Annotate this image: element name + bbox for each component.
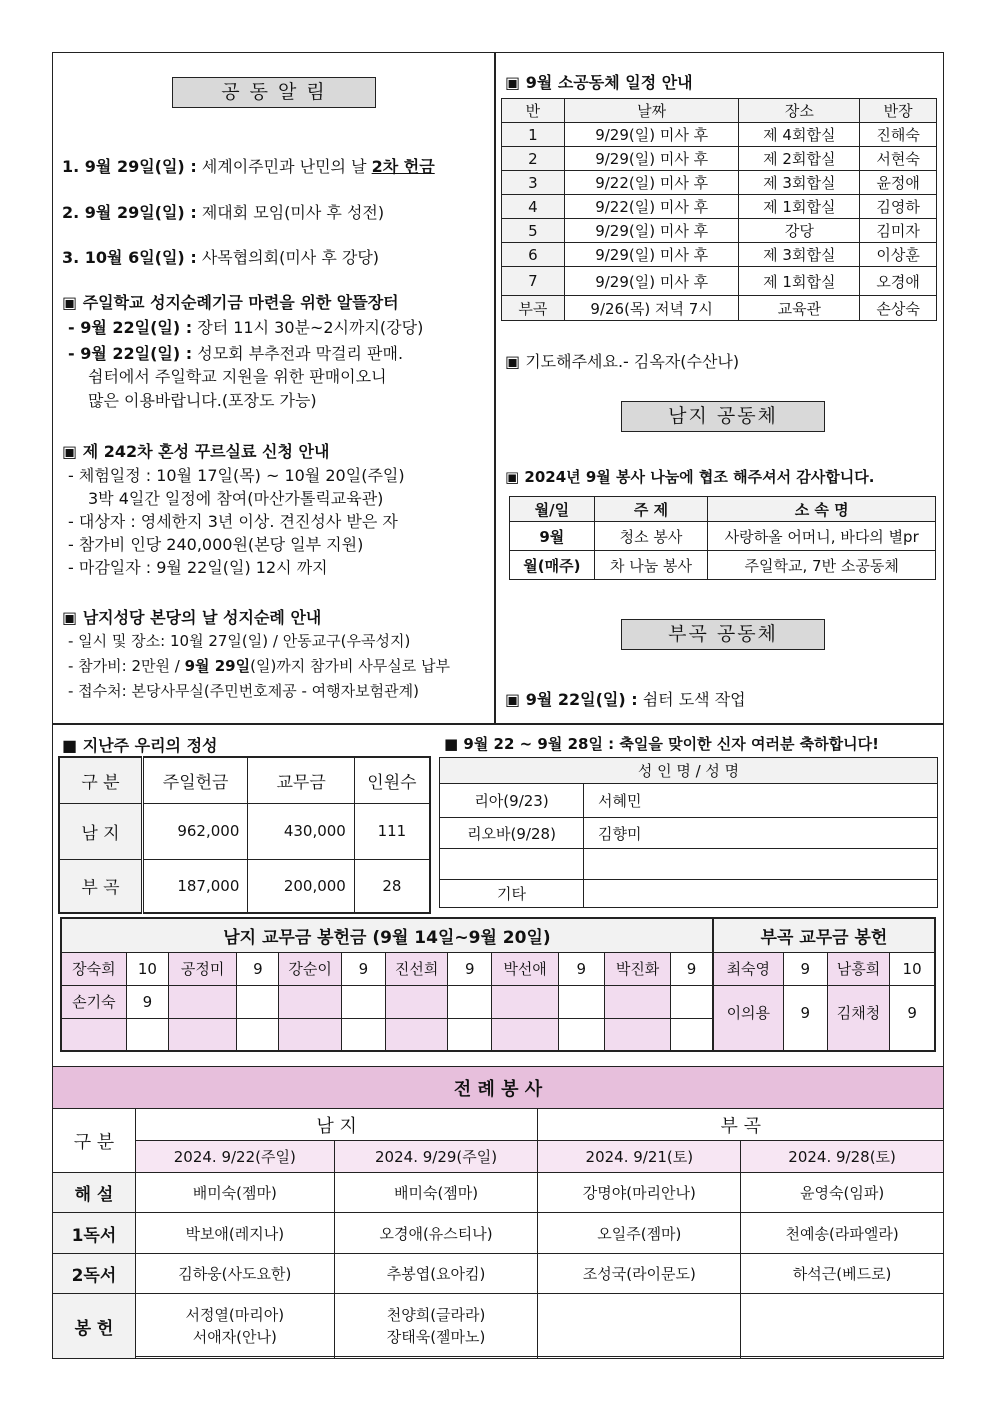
schedule-row: 3 9/22(일) 미사 후 제 3회합실 윤정애 (502, 171, 937, 195)
market-line-2: - 9월 22일(일) : 성모회 부추전과 막걸리 판매. (68, 344, 404, 363)
market-line-3: 쉼터에서 주일학교 지원을 위한 판매이오니 (88, 367, 387, 386)
cursillo-heading: ▣ 제 242차 혼성 꾸르실료 신청 안내 (62, 442, 330, 461)
liturgy-row: 2독서 김하웅(사도요한) 추봉엽(요아킴) 조성국(라이문도) 하석근(베드로) (53, 1254, 944, 1294)
schedule-header: 반 (502, 99, 565, 123)
pilgrim-line-1: - 일시 및 장소: 10월 27일(일) / 안동교구(우곡성지) (68, 632, 411, 650)
feast-row: 리아(9/23) 서혜민 (440, 784, 938, 818)
pilgrim-line-3: - 접수처: 본당사무실(주민번호제공 - 여행자보험관계) (68, 682, 419, 700)
dues-row: 장숙희 10 공정미 9 강순이 9 진선희 9 박선애 9 박진화 9 최숙영 9 남흥희 10 (61, 952, 935, 985)
bugok-item: ▣ 9월 22일(일) : 쉼터 도색 작업 (505, 690, 746, 709)
schedule-table (501, 98, 937, 321)
service-row: 9월 청소 봉사 사랑하올 어머니, 바다의 별pr (510, 522, 936, 551)
notice-item-1: 1. 9월 29일(일) : 세계이주민과 난민의 날 2차 헌금 (62, 157, 435, 176)
cursillo-line-4: - 참가비 인당 240,000원(본당 일부 지원) (68, 535, 364, 554)
offering-row: 남 지 962,000 430,000 111 (59, 803, 430, 859)
liturgy-table: 전 례 봉 사 구 분 남 지 부 곡 2024. 9/22(주일) 2024. 9/29(주일) 2024. 9/21(토) 2024. 9/28(토) 해 설 배미숙(젬마) 배미숙(젬마) 강명야(마리안나) 윤영숙(임파) 1독서 박보애(레지나) 오경애(유스티나) 오일주(젬마) 천예송(라파엘라) 2독서 김하웅(사도요한) 추봉엽(요아킴) 조성국(라이문도) 하석근(베드로) 봉 헌 서정열(마리아) 서애자(안나) 천양희(글라라) 장태욱(젤마노) (52, 1066, 944, 1359)
notice-item-3: 3. 10월 6일(일) : 사목협의회(미사 후 강당) (62, 248, 380, 267)
feast-row (440, 849, 938, 880)
feast-table: 성 인 명 / 성 명 리아(9/23) 서혜민 리오바(9/28) 김향미 기타 (439, 757, 938, 908)
market-line-4: 많은 이용바랍니다.(포장도 가능) (88, 391, 317, 410)
pilgrim-heading: ▣ 남지성당 본당의 날 성지순례 안내 (62, 608, 322, 627)
namji-community-title: 남지 공동체 (621, 401, 825, 432)
column-divider (494, 52, 496, 724)
schedule-title: ▣ 9월 소공동체 일정 안내 (505, 73, 693, 92)
schedule-row: 5 9/29(일) 미사 후 강당 김미자 (502, 219, 937, 243)
thanks-heading: ▣ 2024년 9월 봉사 나눔에 협조 해주셔서 감사합니다. (505, 468, 875, 486)
namji-dues-title: 남지 교무금 봉헌금 (9월 14일~9월 20일) (61, 918, 713, 952)
schedule-header: 장소 (739, 99, 860, 123)
schedule-header: 날짜 (564, 99, 739, 123)
schedule-row: 1 9/29(일) 미사 후 제 4회합실 진해숙 (502, 123, 937, 147)
dues-row: 손기숙 9 이의용 9 김채청 9 (61, 985, 935, 1018)
liturgy-row: 해 설 배미숙(젬마) 배미숙(젬마) 강명야(마리안나) 윤영숙(임파) (53, 1173, 944, 1213)
bugok-community-title: 부곡 공동체 (621, 619, 825, 650)
feast-row: 리오바(9/28) 김향미 (440, 818, 938, 849)
schedule-header: 반장 (860, 99, 937, 123)
liturgy-title: 전 례 봉 사 (53, 1067, 944, 1109)
cursillo-line-5: - 마감일자 : 9월 22일(일) 12시 까지 (68, 558, 328, 577)
cursillo-line-3: - 대상자 : 영세한지 3년 이상. 견진성사 받은 자 (68, 512, 398, 531)
service-table: 월/일 주 제 소 속 명 9월 청소 봉사 사랑하올 어머니, 바다의 별pr 월(매주) 차 나눔 봉사 주일학교, 7반 소공동체 (509, 496, 936, 580)
offering-title: ■ 지난주 우리의 정성 (62, 736, 218, 755)
notice-item-2: 2. 9월 29일(일) : 제대회 모임(미사 후 성전) (62, 203, 385, 222)
cursillo-line-1: - 체험일정 : 10월 17일(목) ~ 10월 20일(주일) (68, 466, 405, 485)
feast-title: ■ 9월 22 ~ 9월 28일 : 축일을 맞이한 신자 여러분 축하합니다! (444, 735, 879, 753)
dues-table (60, 917, 936, 1052)
feast-row: 기타 (440, 880, 938, 908)
section-divider (52, 723, 944, 725)
liturgy-namji: 남 지 (135, 1109, 538, 1141)
liturgy-row: 봉 헌 서정열(마리아) 서애자(안나) 천양희(글라라) 장태욱(젤마노) (53, 1294, 944, 1359)
market-line-1: - 9월 22일(일) : 장터 11시 30분~2시까지(강당) (68, 318, 424, 337)
schedule-row: 2 9/29(일) 미사 후 제 2회합실 서현숙 (502, 147, 937, 171)
schedule-row: 부곡 9/26(목) 저녁 7시 교육관 손상숙 (502, 296, 937, 321)
pilgrim-line-2: - 참가비: 2만원 / 9월 29일(일)까지 참가비 사무실로 납부 (68, 657, 450, 675)
prayer-request: ▣ 기도해주세요.- 김옥자(수산나) (505, 352, 740, 371)
offering-row: 부 곡 187,000 200,000 28 (59, 859, 430, 913)
bugok-dues-title: 부곡 교무금 봉헌 (713, 918, 935, 952)
liturgy-bugok: 부 곡 (538, 1109, 944, 1141)
market-heading: ▣ 주일학교 성지순례기금 마련을 위한 알뜰장터 (62, 293, 399, 312)
service-row: 월(매주) 차 나눔 봉사 주일학교, 7반 소공동체 (510, 551, 936, 580)
cursillo-line-2: 3박 4일간 일정에 참여(마산가톨릭교육관) (88, 489, 384, 508)
common-notice-title: 공 동 알 림 (172, 77, 376, 108)
offering-table: 구 분 주일헌금 교무금 인원수 남 지 962,000 430,000 111 부 곡 187,000 200,000 28 (58, 756, 431, 914)
schedule-row: 7 9/29(일) 미사 후 제 1회합실 오경애 (502, 267, 937, 296)
schedule-row: 4 9/22(일) 미사 후 제 1회합실 김영하 (502, 195, 937, 219)
liturgy-row: 1독서 박보애(레지나) 오경애(유스티나) 오일주(젬마) 천예송(라파엘라) (53, 1213, 944, 1254)
schedule-row: 6 9/29(일) 미사 후 제 3회합실 이상훈 (502, 243, 937, 267)
